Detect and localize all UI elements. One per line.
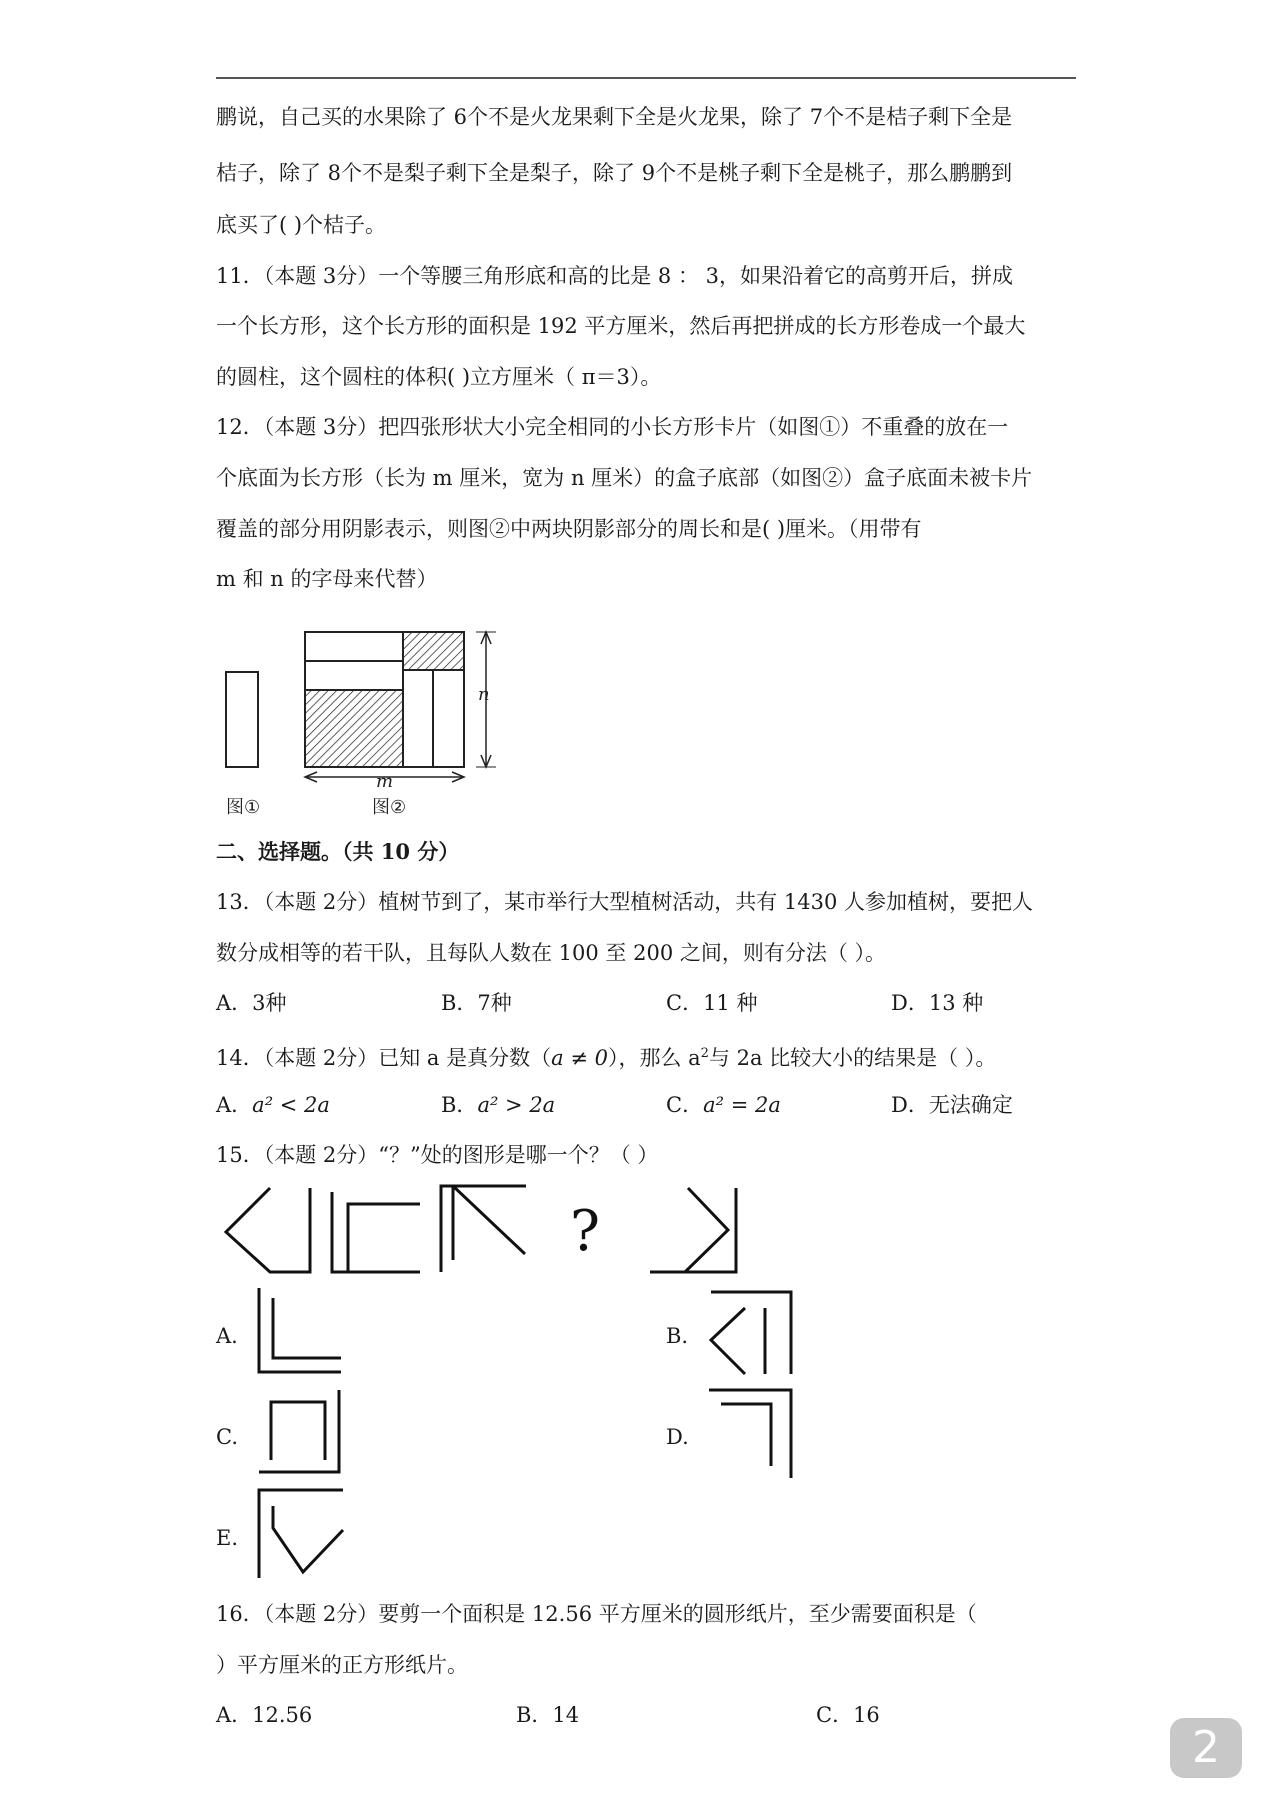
- shaded-bottom-left: [305, 690, 403, 767]
- q14-option-d[interactable]: D．无法确定: [891, 1093, 1013, 1117]
- q15-sequence: [220, 1180, 760, 1280]
- section-heading: 二、选择题。（共 10 分）: [216, 839, 460, 864]
- q16-option-a[interactable]: A．12.56: [216, 1703, 313, 1727]
- text-line: 个底面为长方形（长为 m 厘米，宽为 n 厘米）的盒子底部（如图②）盒子底面未被卡片: [216, 466, 1033, 490]
- q15-option-b-figure[interactable]: [705, 1288, 795, 1378]
- text-line: 底买了( )个桔子。: [216, 213, 387, 237]
- text-line: 鹏说，自己买的水果除了 6个不是火龙果剩下全是火龙果，除了 7个不是桔子剩下全是: [216, 105, 1013, 129]
- q13-option-d[interactable]: D．13 种: [891, 991, 984, 1015]
- page-number-badge: 2: [1170, 1718, 1242, 1778]
- q15-option-d-figure[interactable]: [705, 1386, 795, 1486]
- q16-option-b[interactable]: B．14: [516, 1703, 580, 1727]
- fig2-label: 图②: [372, 797, 407, 818]
- question-16: 16．（本题 2分）要剪一个面积是 12.56 平方厘米的圆形纸片，至少需要面积是（: [216, 1602, 977, 1626]
- question-12: 12．（本题 3分）把四张形状大小完全相同的小长方形卡片（如图①）不重叠的放在一: [216, 415, 1009, 439]
- q15-label-a[interactable]: A.: [216, 1324, 238, 1348]
- figure-12: [220, 620, 520, 820]
- text-line: 桔子，除了 8个不是梨子剩下全是梨子，除了 9个不是桃子剩下全是桃子，那么鹏鹏到: [216, 161, 1013, 185]
- q15-label-e[interactable]: E.: [216, 1526, 239, 1550]
- q13-option-b[interactable]: B．7种: [441, 991, 512, 1015]
- question-11: 11．（本题 3分）一个等腰三角形底和高的比是 8 ： 3，如果沿着它的高剪开后，拼成: [216, 264, 1014, 288]
- q14-option-c[interactable]: C．a² = 2a: [666, 1093, 781, 1117]
- dim-m: m: [376, 771, 394, 792]
- text-line: 覆盖的部分用阴影表示，则图②中两块阴影部分的周长和是( )厘米。（用带有: [216, 517, 922, 541]
- q14-option-a[interactable]: A．a² < 2a: [216, 1093, 330, 1117]
- question-15: 15．（本题 2分）“？”处的图形是哪一个？（ ）: [216, 1143, 659, 1167]
- question-14: 14．（本题 2分）已知 a 是真分数（a ≠ 0），那么 $a^2$与 2a 比较大小的结果是（ ）。: [216, 1046, 997, 1070]
- q15-label-c[interactable]: C.: [216, 1425, 238, 1449]
- text-line: m 和 n 的字母来代替）: [216, 567, 438, 591]
- q13-option-c[interactable]: C．11 种: [666, 991, 758, 1015]
- text-line: ）平方厘米的正方形纸片。: [216, 1653, 468, 1677]
- text-line: 数分成相等的若干队，且每队人数在 100 至 200 之间，则有分法（ ）。: [216, 941, 887, 965]
- q14-option-b[interactable]: B．a² > 2a: [441, 1093, 556, 1117]
- q16-option-c[interactable]: C．16: [816, 1703, 880, 1727]
- top-rule: [216, 77, 1076, 79]
- q13-option-a[interactable]: A．3种: [216, 991, 287, 1015]
- q15-option-e-figure[interactable]: [255, 1486, 355, 1586]
- text-line: 一个长方形，这个长方形的面积是 192 平方厘米，然后再把拼成的长方形卷成一个最大: [216, 314, 1026, 338]
- question-13: 13．（本题 2分）植树节到了，某市举行大型植树活动，共有 1430 人参加植树，要把人: [216, 890, 1034, 914]
- q15-label-d[interactable]: D.: [666, 1425, 689, 1449]
- q15-label-b[interactable]: B.: [666, 1324, 689, 1348]
- q15-option-c-figure[interactable]: [255, 1386, 345, 1476]
- text-line: 的圆柱，这个圆柱的体积( )立方厘米（ π＝3）。: [216, 365, 662, 389]
- shaded-top-right: [403, 632, 464, 670]
- q15-option-a-figure[interactable]: [255, 1286, 345, 1376]
- card-fig1: [226, 672, 258, 767]
- dim-n: n: [478, 684, 490, 705]
- question-mark: ?: [570, 1199, 601, 1264]
- fig1-label: 图①: [226, 797, 261, 818]
